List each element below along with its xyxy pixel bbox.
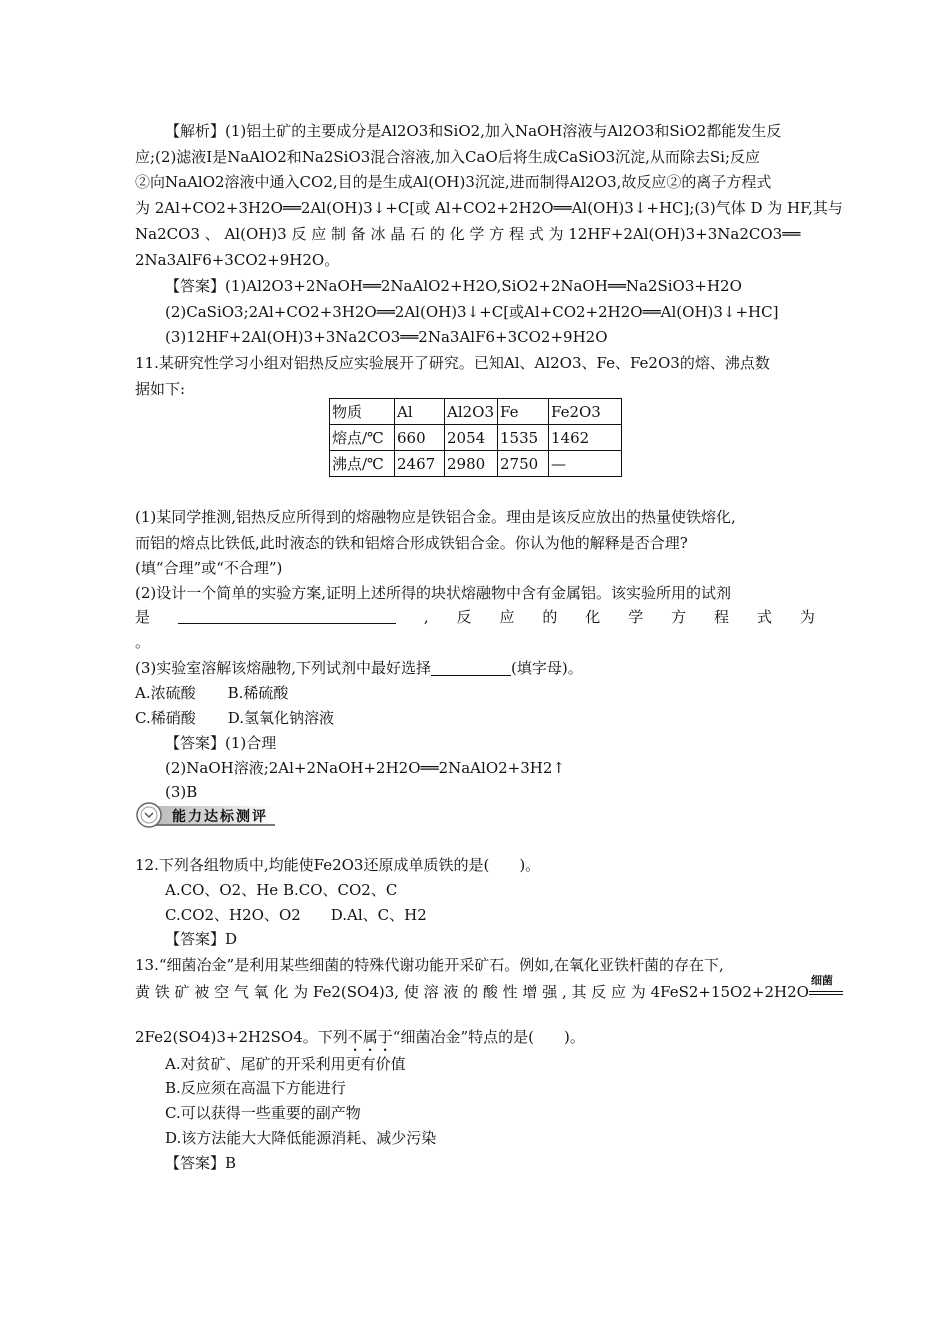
q13-option-d: D.该方法能大大降低能源消耗、减少污染	[165, 1129, 437, 1147]
q13-stem-line-2-text: 黄 铁 矿 被 空 气 氧 化 为 Fe2(SO4)3, 使 溶 液 的 酸 性 增 强 , 其 反 应 为 4FeS2+15O2+2H2O	[135, 983, 809, 1001]
q11-part1-line-3: (填“合理”或“不合理”)	[135, 559, 283, 577]
emphasis-text: 不属于	[347, 1028, 393, 1046]
table-header-cell: Al2O3	[445, 399, 498, 425]
word: 式	[756, 608, 772, 626]
analysis-line-6: 2Na3AlF6+3CO2+9H2O。	[135, 251, 340, 269]
answer10-line-1: 【答案】(1)Al2O3+2NaOH══2NaAlO2+H2O,SiO2+2NaOH══Na2SiO3+H2O	[165, 277, 742, 295]
q11-option-row-2	[135, 706, 334, 730]
answer10-line-3: (3)12HF+2Al(OH)3+3Na2CO3══2Na3AlF6+3CO2+9H2O	[165, 328, 608, 346]
q12-options-ab: A.CO、O2、He B.CO、CO2、C	[165, 881, 398, 899]
part3-post: (填字母)。	[511, 659, 583, 677]
q12-options-cd: C.CO2、H2O、O2 D.Al、C、H2	[165, 906, 427, 924]
table-row	[330, 451, 622, 477]
table-row	[330, 425, 622, 451]
q11-answer-1: 【答案】(1)合理	[165, 734, 277, 752]
q13-stem-line-2	[135, 974, 843, 1004]
equals-bar	[809, 991, 843, 995]
word: 的	[542, 608, 558, 626]
word: 程	[714, 608, 730, 626]
q12-answer: 【答案】D	[165, 930, 238, 948]
table-header-row	[330, 399, 622, 425]
q13-stem-line-3	[135, 1025, 585, 1055]
option-c: C.稀硝酸	[135, 709, 196, 727]
q11-answer-3: (3)B	[165, 783, 198, 801]
word: ,	[423, 608, 429, 626]
condition-label: 细菌	[810, 974, 833, 987]
part3-pre: (3)实验室溶解该熔融物,下列试剂中最好选择	[135, 659, 432, 677]
word: 应	[499, 608, 515, 626]
reaction-condition	[809, 974, 843, 999]
table-cell: 2980	[445, 451, 498, 477]
q11-part1-line-1: (1)某同学推测,铝热反应所得到的熔融物应是铁铝合金。理由是该反应放出的热量使铁熔化,	[135, 508, 736, 526]
table-cell: 熔点/℃	[330, 425, 395, 451]
table-cell: 沸点/℃	[330, 451, 395, 477]
option-a: A.浓硫酸	[135, 684, 196, 702]
option-b: B.稀硫酸	[227, 684, 289, 702]
q11-stem-line-1: 11.某研究性学习小组对铝热反应实验展开了研究。已知Al、Al2O3、Fe、Fe2O3的熔、沸点数	[135, 354, 770, 372]
q11-stem-line-2: 据如下:	[135, 380, 186, 398]
q13-option-b: B.反应须在高温下方能进行	[165, 1079, 346, 1097]
q11-answer-2: (2)NaOH溶液;2Al+2NaOH+2H2O══2NaAlO2+3H2↑	[165, 759, 565, 777]
word: 反	[456, 608, 472, 626]
q11-part2-line-2	[135, 605, 815, 629]
table-cell: 2467	[395, 451, 445, 477]
q11-part2-line-1: (2)设计一个简单的实验方案,证明上述所得的块状熔融物中含有金属铝。该实验所用的试剂	[135, 584, 732, 602]
analysis-line-2: 应;(2)滤液Ⅰ是NaAlO2和Na2SiO3混合溶液,加入CaO后将生成CaSiO3沉淀,从而除去Si;反应	[135, 148, 761, 166]
word: 是	[135, 608, 151, 626]
q11-part3-line	[135, 656, 583, 680]
table-cell: 2054	[445, 425, 498, 451]
choice-blank[interactable]	[431, 657, 511, 676]
table-header-cell: Al	[395, 399, 445, 425]
word: 为	[799, 608, 815, 626]
word: 学	[628, 608, 644, 626]
reagent-blank[interactable]	[178, 605, 396, 624]
melting-boiling-table	[329, 398, 622, 477]
analysis-line-4: 为 2Al+CO2+3H2O══2Al(OH)3↓+C[或 Al+CO2+2H2O══Al(OH)3↓+HC];(3)气体 D 为 HF,其与	[135, 199, 843, 217]
q13-option-c: C.可以获得一些重要的副产物	[165, 1104, 361, 1122]
analysis-line-1: 【解析】(1)铝土矿的主要成分是Al2O3和SiO2,加入NaOH溶液与Al2O3和SiO2都能发生反	[165, 122, 782, 140]
table-cell: —	[549, 451, 622, 477]
section-title: 能力达标测评	[172, 809, 268, 825]
table-cell: 1462	[549, 425, 622, 451]
q13-stem-post: “细菌冶金”特点的是( )。	[392, 1028, 585, 1046]
q13-stem-line-1: 13.“细菌冶金”是利用某些细菌的特殊代谢功能开采矿石。例如,在氧化亚铁杆菌的存在下,	[135, 956, 724, 974]
table-header-cell: Fe2O3	[549, 399, 622, 425]
table-cell: 660	[395, 425, 445, 451]
q13-stem-pre: 2Fe2(SO4)3+2H2SO4。下列	[135, 1028, 348, 1046]
option-d: D.氢氧化钠溶液	[227, 709, 334, 727]
q11-part2-line-3: 。	[135, 633, 151, 651]
answer10-line-2: (2)CaSiO3;2Al+CO2+3H2O══2Al(OH)3↓+C[或Al+CO2+2H2O══Al(OH)3↓+HC]	[165, 303, 779, 321]
table-cell: 2750	[498, 451, 549, 477]
q13-answer: 【答案】B	[165, 1154, 237, 1172]
q13-option-a: A.对贫矿、尾矿的开采利用更有价值	[165, 1055, 406, 1073]
q12-stem: 12.下列各组物质中,均能使Fe2O3还原成单质铁的是( )。	[135, 856, 541, 874]
q11-part1-line-2: 而铝的熔点比铁低,此时液态的铁和铝熔合形成铁铝合金。你认为他的解释是否合理?	[135, 534, 688, 552]
q11-option-row-1	[135, 681, 288, 705]
analysis-line-5: Na2CO3 、 Al(OH)3 反 应 制 备 冰 晶 石 的 化 学 方 程 式 为 12HF+2Al(OH)3+3Na2CO3══	[135, 225, 801, 243]
word: 化	[585, 608, 601, 626]
word: 方	[671, 608, 687, 626]
table-header-cell: Fe	[498, 399, 549, 425]
table-header-cell: 物质	[330, 399, 395, 425]
analysis-line-3: ②向NaAlO2溶液中通入CO2,目的是生成Al(OH)3沉淀,进而制得Al2O3,故反应②的离子方程式	[135, 173, 772, 191]
table-cell: 1535	[498, 425, 549, 451]
